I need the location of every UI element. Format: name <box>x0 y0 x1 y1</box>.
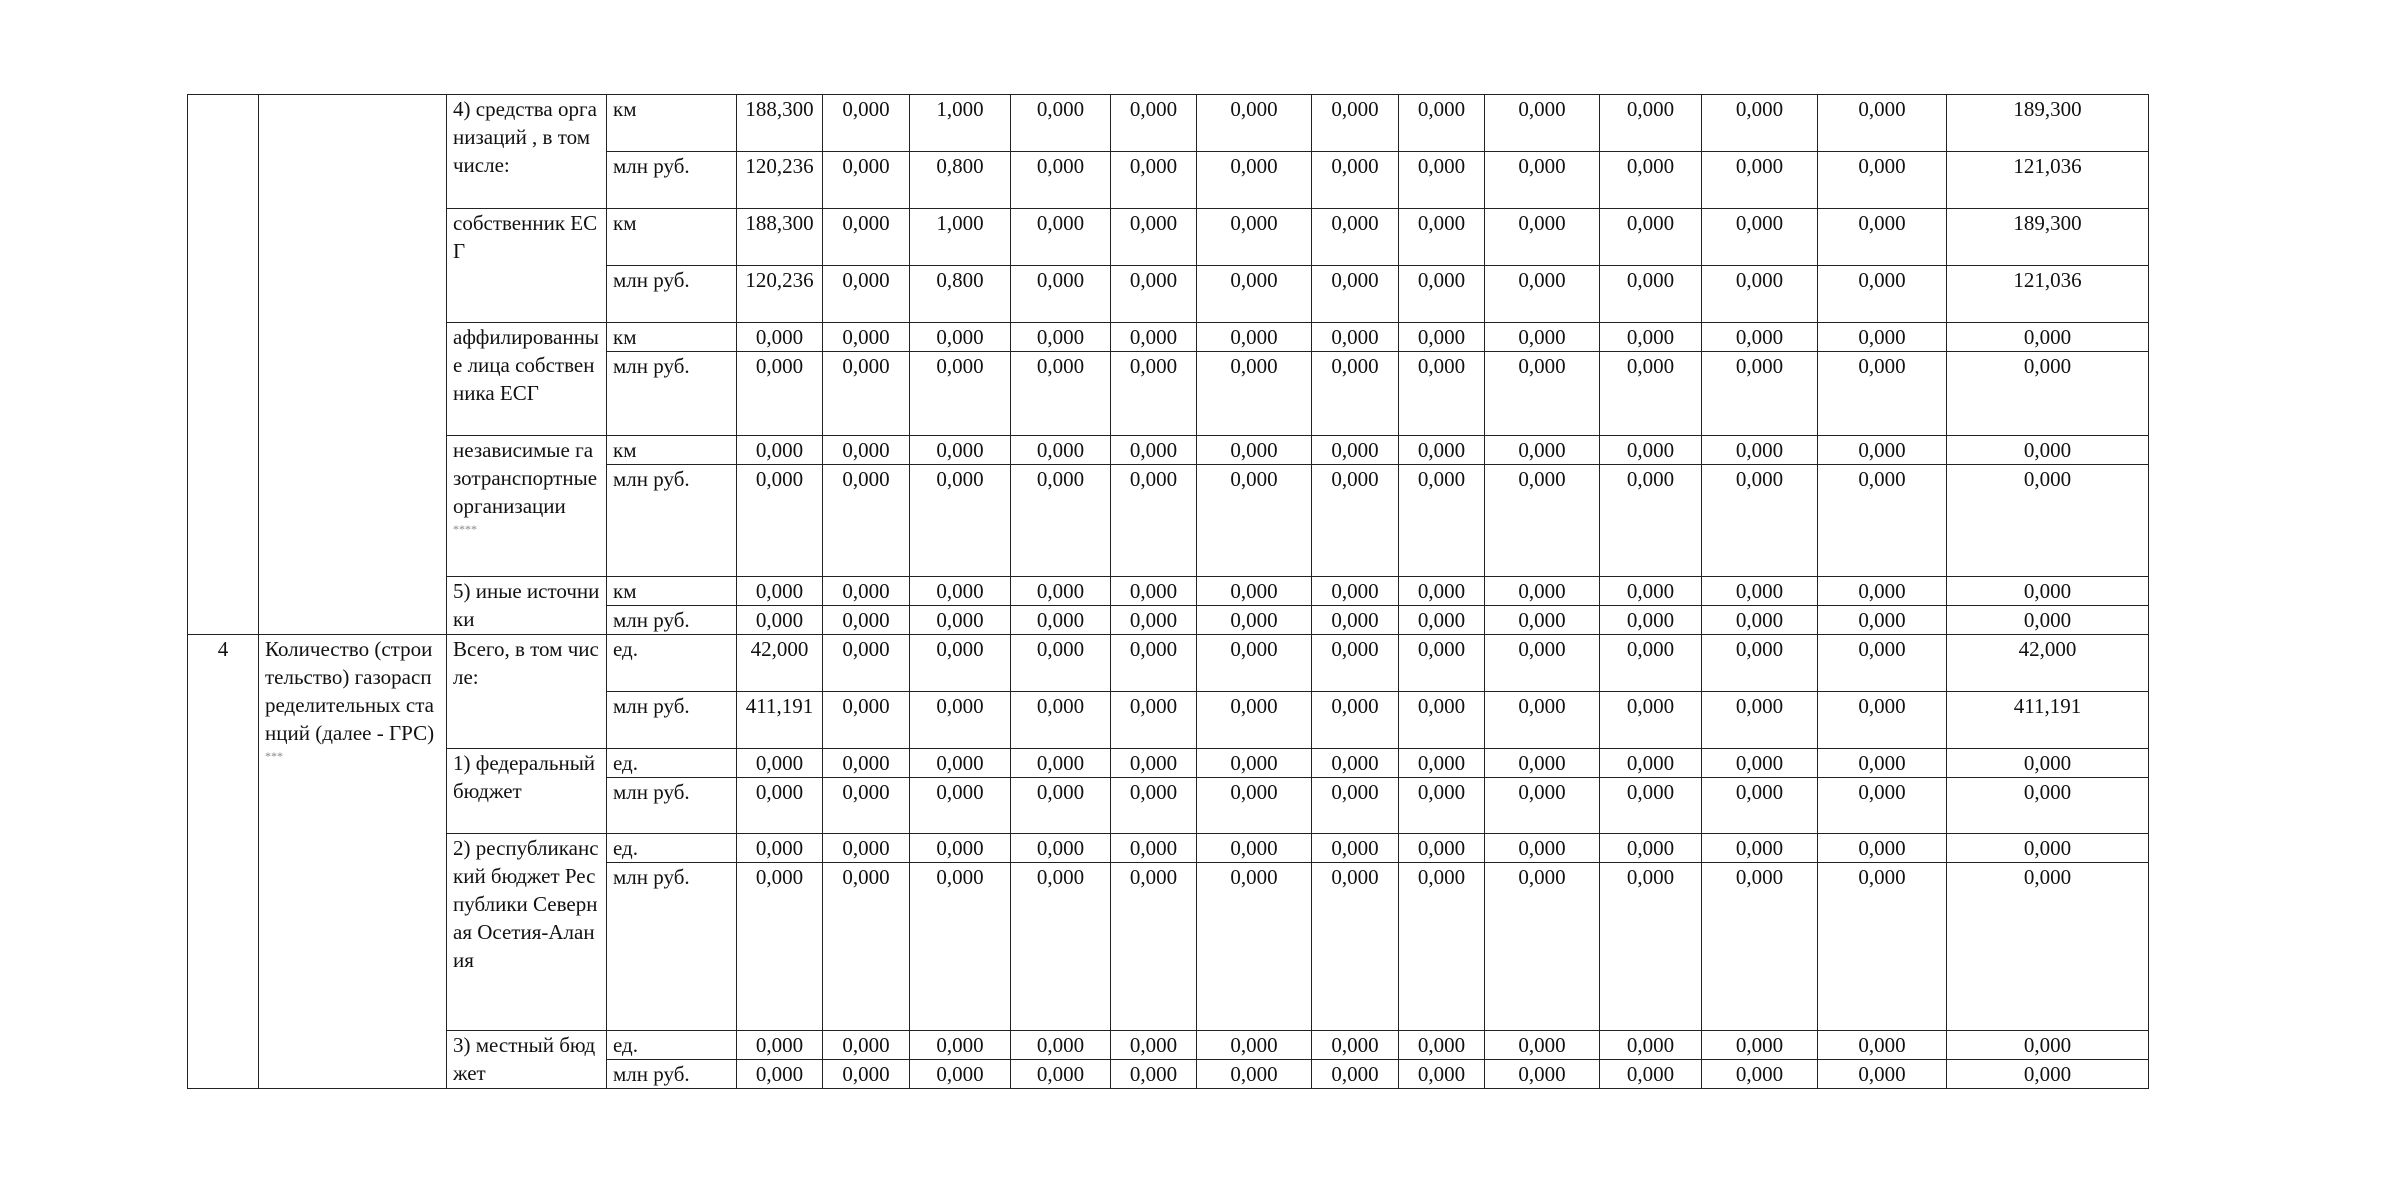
value-cell: 0,000 <box>1702 152 1818 209</box>
value-cell: 0,000 <box>737 1031 823 1060</box>
row-number: 4 <box>188 635 259 1089</box>
value-cell: 0,000 <box>823 465 910 577</box>
value-cell: 0,000 <box>1485 863 1600 1031</box>
total-cell: 121,036 <box>1947 152 2149 209</box>
value-cell: 0,000 <box>1011 152 1111 209</box>
value-cell: 0,000 <box>910 692 1011 749</box>
value-cell: 0,000 <box>1197 95 1312 152</box>
unit-cell: млн руб. <box>607 152 737 209</box>
value-cell: 0,000 <box>1197 692 1312 749</box>
value-cell: 0,000 <box>1197 436 1312 465</box>
value-cell: 0,000 <box>1312 635 1399 692</box>
value-cell: 0,000 <box>1600 1060 1702 1089</box>
value-cell: 0,000 <box>1111 577 1197 606</box>
number-cell <box>188 95 259 635</box>
value-cell: 0,000 <box>1485 465 1600 577</box>
value-cell: 0,000 <box>1111 1060 1197 1089</box>
value-cell: 0,000 <box>1312 95 1399 152</box>
value-cell: 0,000 <box>1702 834 1818 863</box>
value-cell: 0,000 <box>1399 863 1485 1031</box>
value-cell: 0,000 <box>1818 1060 1947 1089</box>
value-cell: 0,000 <box>1600 577 1702 606</box>
value-cell: 0,000 <box>1011 95 1111 152</box>
value-cell: 0,000 <box>910 465 1011 577</box>
value-cell: 0,000 <box>1485 692 1600 749</box>
table-body <box>188 95 2149 1089</box>
value-cell: 0,000 <box>1312 749 1399 778</box>
value-cell: 0,000 <box>1702 749 1818 778</box>
source-cell: собственник ЕСГ <box>447 209 607 323</box>
value-cell: 0,000 <box>1197 152 1312 209</box>
value-cell: 0,000 <box>1600 436 1702 465</box>
value-cell: 0,000 <box>910 749 1011 778</box>
value-cell: 0,000 <box>1600 834 1702 863</box>
value-cell: 0,000 <box>1011 465 1111 577</box>
table-row <box>188 436 2149 465</box>
total-cell: 189,300 <box>1947 209 2149 266</box>
value-cell: 0,000 <box>823 635 910 692</box>
value-cell: 0,000 <box>1600 266 1702 323</box>
value-cell: 0,000 <box>1600 209 1702 266</box>
value-cell: 0,000 <box>1818 863 1947 1031</box>
total-cell: 121,036 <box>1947 266 2149 323</box>
value-cell: 188,300 <box>737 209 823 266</box>
value-cell: 0,000 <box>1702 436 1818 465</box>
unit-cell: ед. <box>607 635 737 692</box>
value-cell: 0,000 <box>823 606 910 635</box>
value-cell: 0,000 <box>1111 692 1197 749</box>
unit-cell: км <box>607 323 737 352</box>
total-cell: 0,000 <box>1947 1060 2149 1089</box>
source-cell <box>447 436 607 577</box>
value-cell: 0,000 <box>823 749 910 778</box>
value-cell: 0,000 <box>1702 1031 1818 1060</box>
value-cell: 0,000 <box>1399 436 1485 465</box>
value-cell: 0,000 <box>1312 352 1399 436</box>
value-cell: 0,000 <box>1111 606 1197 635</box>
unit-cell: млн руб. <box>607 863 737 1031</box>
table-row <box>188 95 2149 152</box>
value-cell: 0,000 <box>1197 266 1312 323</box>
value-cell: 0,000 <box>910 863 1011 1031</box>
value-cell: 42,000 <box>737 635 823 692</box>
value-cell: 0,000 <box>1011 266 1111 323</box>
value-cell: 0,000 <box>1600 635 1702 692</box>
value-cell: 0,000 <box>1702 95 1818 152</box>
value-cell: 0,000 <box>910 436 1011 465</box>
value-cell: 0,000 <box>1702 323 1818 352</box>
value-cell: 0,000 <box>1197 635 1312 692</box>
value-cell: 0,000 <box>1399 1060 1485 1089</box>
value-cell: 0,800 <box>910 152 1011 209</box>
source-cell: 4) средства организаций , в том числе: <box>447 95 607 209</box>
value-cell: 0,000 <box>823 95 910 152</box>
value-cell: 0,000 <box>1111 749 1197 778</box>
value-cell: 0,000 <box>1399 834 1485 863</box>
value-cell: 0,000 <box>737 863 823 1031</box>
source-cell: Всего, в том числе: <box>447 635 607 749</box>
value-cell: 0,000 <box>1399 266 1485 323</box>
unit-cell: ед. <box>607 1031 737 1060</box>
value-cell: 120,236 <box>737 152 823 209</box>
value-cell: 0,000 <box>1011 209 1111 266</box>
value-cell: 0,000 <box>823 266 910 323</box>
value-cell: 0,000 <box>910 1031 1011 1060</box>
value-cell: 0,000 <box>1111 863 1197 1031</box>
value-cell: 0,000 <box>1399 749 1485 778</box>
value-cell: 0,000 <box>1818 606 1947 635</box>
value-cell: 0,000 <box>1818 1031 1947 1060</box>
total-cell: 411,191 <box>1947 692 2149 749</box>
value-cell: 0,000 <box>1702 209 1818 266</box>
value-cell: 0,000 <box>823 1031 910 1060</box>
value-cell: 0,000 <box>910 834 1011 863</box>
value-cell: 188,300 <box>737 95 823 152</box>
table-row <box>188 749 2149 778</box>
value-cell: 0,000 <box>1702 352 1818 436</box>
program-table <box>187 94 2149 1089</box>
value-cell: 0,000 <box>1111 635 1197 692</box>
unit-cell: км <box>607 577 737 606</box>
value-cell: 0,000 <box>1011 1031 1111 1060</box>
value-cell: 0,000 <box>737 1060 823 1089</box>
value-cell: 0,000 <box>1818 778 1947 834</box>
total-cell: 0,000 <box>1947 863 2149 1031</box>
value-cell: 0,000 <box>1399 152 1485 209</box>
value-cell: 0,000 <box>1702 635 1818 692</box>
value-cell: 0,000 <box>1197 323 1312 352</box>
value-cell: 0,000 <box>1011 834 1111 863</box>
value-cell: 0,000 <box>1111 352 1197 436</box>
value-cell: 0,000 <box>1818 209 1947 266</box>
value-cell: 0,000 <box>910 778 1011 834</box>
value-cell: 0,000 <box>1485 266 1600 323</box>
value-cell: 0,000 <box>1011 577 1111 606</box>
unit-cell: км <box>607 436 737 465</box>
value-cell: 0,000 <box>1485 209 1600 266</box>
value-cell: 0,000 <box>1600 692 1702 749</box>
unit-cell: ед. <box>607 749 737 778</box>
source-cell: 2) республиканский бюджет Республики Северная Осетия-Алания <box>447 834 607 1031</box>
value-cell: 0,000 <box>1312 606 1399 635</box>
total-cell: 42,000 <box>1947 635 2149 692</box>
value-cell: 0,000 <box>910 577 1011 606</box>
value-cell: 0,000 <box>823 863 910 1031</box>
value-cell: 0,000 <box>1011 749 1111 778</box>
value-cell: 0,000 <box>1818 635 1947 692</box>
unit-cell: млн руб. <box>607 778 737 834</box>
value-cell: 0,000 <box>1485 1031 1600 1060</box>
value-cell: 0,000 <box>1485 152 1600 209</box>
value-cell: 0,000 <box>1312 152 1399 209</box>
value-cell: 0,000 <box>1600 323 1702 352</box>
value-cell: 0,000 <box>1111 95 1197 152</box>
value-cell: 0,000 <box>1111 209 1197 266</box>
value-cell: 0,000 <box>1818 465 1947 577</box>
value-cell: 0,000 <box>823 436 910 465</box>
value-cell: 0,000 <box>1702 465 1818 577</box>
value-cell: 0,000 <box>1485 749 1600 778</box>
unit-cell: млн руб. <box>607 352 737 436</box>
value-cell: 0,000 <box>1485 436 1600 465</box>
value-cell: 0,000 <box>1399 692 1485 749</box>
total-cell: 0,000 <box>1947 323 2149 352</box>
value-cell: 0,000 <box>1600 606 1702 635</box>
value-cell: 120,236 <box>737 266 823 323</box>
value-cell: 0,000 <box>1111 323 1197 352</box>
value-cell: 0,000 <box>910 1060 1011 1089</box>
value-cell: 0,000 <box>1197 749 1312 778</box>
table-row <box>188 577 2149 606</box>
value-cell: 0,000 <box>1818 749 1947 778</box>
value-cell: 0,000 <box>1011 1060 1111 1089</box>
value-cell: 0,000 <box>1702 1060 1818 1089</box>
value-cell: 0,000 <box>1399 778 1485 834</box>
value-cell: 0,000 <box>1485 1060 1600 1089</box>
value-cell: 0,000 <box>737 834 823 863</box>
value-cell: 0,000 <box>1818 577 1947 606</box>
value-cell: 0,000 <box>1011 778 1111 834</box>
value-cell: 0,000 <box>1485 95 1600 152</box>
value-cell: 0,000 <box>1312 778 1399 834</box>
unit-cell: ед. <box>607 834 737 863</box>
value-cell: 0,000 <box>1312 577 1399 606</box>
value-cell: 0,000 <box>1197 1060 1312 1089</box>
value-cell: 0,000 <box>737 436 823 465</box>
unit-cell: млн руб. <box>607 266 737 323</box>
table-row <box>188 834 2149 863</box>
value-cell: 0,000 <box>1485 577 1600 606</box>
source-label: независимые газотранспортные организации <box>453 438 598 518</box>
value-cell: 0,000 <box>1197 577 1312 606</box>
value-cell: 0,000 <box>1399 323 1485 352</box>
unit-cell: км <box>607 209 737 266</box>
value-cell: 0,000 <box>1312 692 1399 749</box>
unit-cell: млн руб. <box>607 465 737 577</box>
value-cell: 0,000 <box>1818 692 1947 749</box>
value-cell: 0,000 <box>823 577 910 606</box>
value-cell: 0,000 <box>1197 209 1312 266</box>
value-cell: 0,000 <box>1818 352 1947 436</box>
value-cell: 0,000 <box>1111 834 1197 863</box>
unit-cell: млн руб. <box>607 606 737 635</box>
value-cell: 0,000 <box>1818 266 1947 323</box>
value-cell: 0,000 <box>1702 778 1818 834</box>
value-cell: 0,000 <box>737 323 823 352</box>
value-cell: 1,000 <box>910 95 1011 152</box>
value-cell: 0,000 <box>1197 778 1312 834</box>
value-cell: 0,000 <box>737 778 823 834</box>
value-cell: 0,000 <box>823 834 910 863</box>
total-cell: 0,000 <box>1947 749 2149 778</box>
value-cell: 0,000 <box>1011 436 1111 465</box>
value-cell: 0,000 <box>1399 209 1485 266</box>
source-cell: аффилированные лица собственника ЕСГ <box>447 323 607 436</box>
value-cell: 0,000 <box>1818 152 1947 209</box>
value-cell: 0,000 <box>910 635 1011 692</box>
value-cell: 0,000 <box>1702 606 1818 635</box>
value-cell: 0,000 <box>910 323 1011 352</box>
value-cell: 0,000 <box>1197 834 1312 863</box>
value-cell: 0,000 <box>1011 352 1111 436</box>
unit-cell: км <box>607 95 737 152</box>
footnote-marker: **** <box>453 522 477 536</box>
value-cell: 0,000 <box>1485 352 1600 436</box>
indicator-cell <box>259 95 447 635</box>
value-cell: 0,000 <box>1312 266 1399 323</box>
value-cell: 0,000 <box>1312 1060 1399 1089</box>
value-cell: 0,000 <box>1111 465 1197 577</box>
value-cell: 0,000 <box>1399 352 1485 436</box>
value-cell: 0,000 <box>1197 606 1312 635</box>
value-cell: 0,000 <box>1312 1031 1399 1060</box>
total-cell: 0,000 <box>1947 436 2149 465</box>
value-cell: 0,000 <box>823 692 910 749</box>
value-cell: 0,000 <box>1111 266 1197 323</box>
value-cell: 0,000 <box>1011 606 1111 635</box>
value-cell: 0,000 <box>1485 834 1600 863</box>
value-cell: 0,000 <box>1111 152 1197 209</box>
value-cell: 0,000 <box>823 209 910 266</box>
total-cell: 0,000 <box>1947 834 2149 863</box>
value-cell: 0,000 <box>1600 778 1702 834</box>
value-cell: 0,000 <box>1485 606 1600 635</box>
value-cell: 0,000 <box>1600 465 1702 577</box>
value-cell: 0,000 <box>1399 606 1485 635</box>
total-cell: 0,000 <box>1947 606 2149 635</box>
value-cell: 0,000 <box>1312 834 1399 863</box>
total-cell: 0,000 <box>1947 352 2149 436</box>
unit-cell: млн руб. <box>607 1060 737 1089</box>
value-cell: 0,000 <box>737 749 823 778</box>
total-cell: 189,300 <box>1947 95 2149 152</box>
value-cell: 0,000 <box>737 465 823 577</box>
value-cell: 0,000 <box>1399 95 1485 152</box>
value-cell: 0,000 <box>1111 436 1197 465</box>
value-cell: 0,000 <box>1399 577 1485 606</box>
value-cell: 0,000 <box>1818 95 1947 152</box>
value-cell: 0,000 <box>1011 323 1111 352</box>
value-cell: 0,000 <box>910 606 1011 635</box>
total-cell: 0,000 <box>1947 1031 2149 1060</box>
value-cell: 0,000 <box>1600 95 1702 152</box>
unit-cell: млн руб. <box>607 692 737 749</box>
value-cell: 0,000 <box>1312 209 1399 266</box>
table-row <box>188 635 2149 692</box>
value-cell: 0,000 <box>1600 1031 1702 1060</box>
value-cell: 0,000 <box>1485 635 1600 692</box>
source-cell: 3) местный бюджет <box>447 1031 607 1089</box>
value-cell: 0,000 <box>1011 863 1111 1031</box>
value-cell: 0,000 <box>823 152 910 209</box>
value-cell: 0,000 <box>1197 465 1312 577</box>
value-cell: 0,000 <box>1011 692 1111 749</box>
value-cell: 0,000 <box>1399 1031 1485 1060</box>
value-cell: 0,000 <box>1702 692 1818 749</box>
value-cell: 1,000 <box>910 209 1011 266</box>
value-cell: 0,000 <box>1312 323 1399 352</box>
value-cell: 0,000 <box>1702 863 1818 1031</box>
value-cell: 0,000 <box>1197 1031 1312 1060</box>
value-cell: 0,000 <box>1111 778 1197 834</box>
value-cell: 0,000 <box>1818 834 1947 863</box>
value-cell: 0,000 <box>1197 352 1312 436</box>
value-cell: 0,000 <box>1011 635 1111 692</box>
value-cell: 0,000 <box>737 352 823 436</box>
footnote-marker: *** <box>265 749 283 763</box>
value-cell: 0,000 <box>737 606 823 635</box>
indicator-label: Количество (строительство) газораспределительных станций (далее - ГРС) <box>265 637 435 745</box>
table-row <box>188 209 2149 266</box>
value-cell: 411,191 <box>737 692 823 749</box>
table-row <box>188 1031 2149 1060</box>
value-cell: 0,000 <box>737 577 823 606</box>
value-cell: 0,000 <box>823 778 910 834</box>
value-cell: 0,000 <box>1600 352 1702 436</box>
total-cell: 0,000 <box>1947 778 2149 834</box>
indicator-cell <box>259 635 447 1089</box>
total-cell: 0,000 <box>1947 465 2149 577</box>
value-cell: 0,000 <box>1702 577 1818 606</box>
value-cell: 0,000 <box>1399 465 1485 577</box>
value-cell: 0,000 <box>1600 152 1702 209</box>
source-cell: 5) иные источники <box>447 577 607 635</box>
value-cell: 0,000 <box>1818 323 1947 352</box>
table-row <box>188 323 2149 352</box>
value-cell: 0,000 <box>1600 863 1702 1031</box>
value-cell: 0,000 <box>1600 749 1702 778</box>
value-cell: 0,000 <box>1312 465 1399 577</box>
value-cell: 0,000 <box>1485 323 1600 352</box>
value-cell: 0,000 <box>1111 1031 1197 1060</box>
value-cell: 0,000 <box>1399 635 1485 692</box>
total-cell: 0,000 <box>1947 577 2149 606</box>
value-cell: 0,000 <box>1312 863 1399 1031</box>
value-cell: 0,800 <box>910 266 1011 323</box>
value-cell: 0,000 <box>1312 436 1399 465</box>
value-cell: 0,000 <box>1702 266 1818 323</box>
value-cell: 0,000 <box>823 1060 910 1089</box>
value-cell: 0,000 <box>823 323 910 352</box>
value-cell: 0,000 <box>1197 863 1312 1031</box>
value-cell: 0,000 <box>910 352 1011 436</box>
value-cell: 0,000 <box>1485 778 1600 834</box>
value-cell: 0,000 <box>823 352 910 436</box>
source-cell: 1) федеральный бюджет <box>447 749 607 834</box>
value-cell: 0,000 <box>1818 436 1947 465</box>
